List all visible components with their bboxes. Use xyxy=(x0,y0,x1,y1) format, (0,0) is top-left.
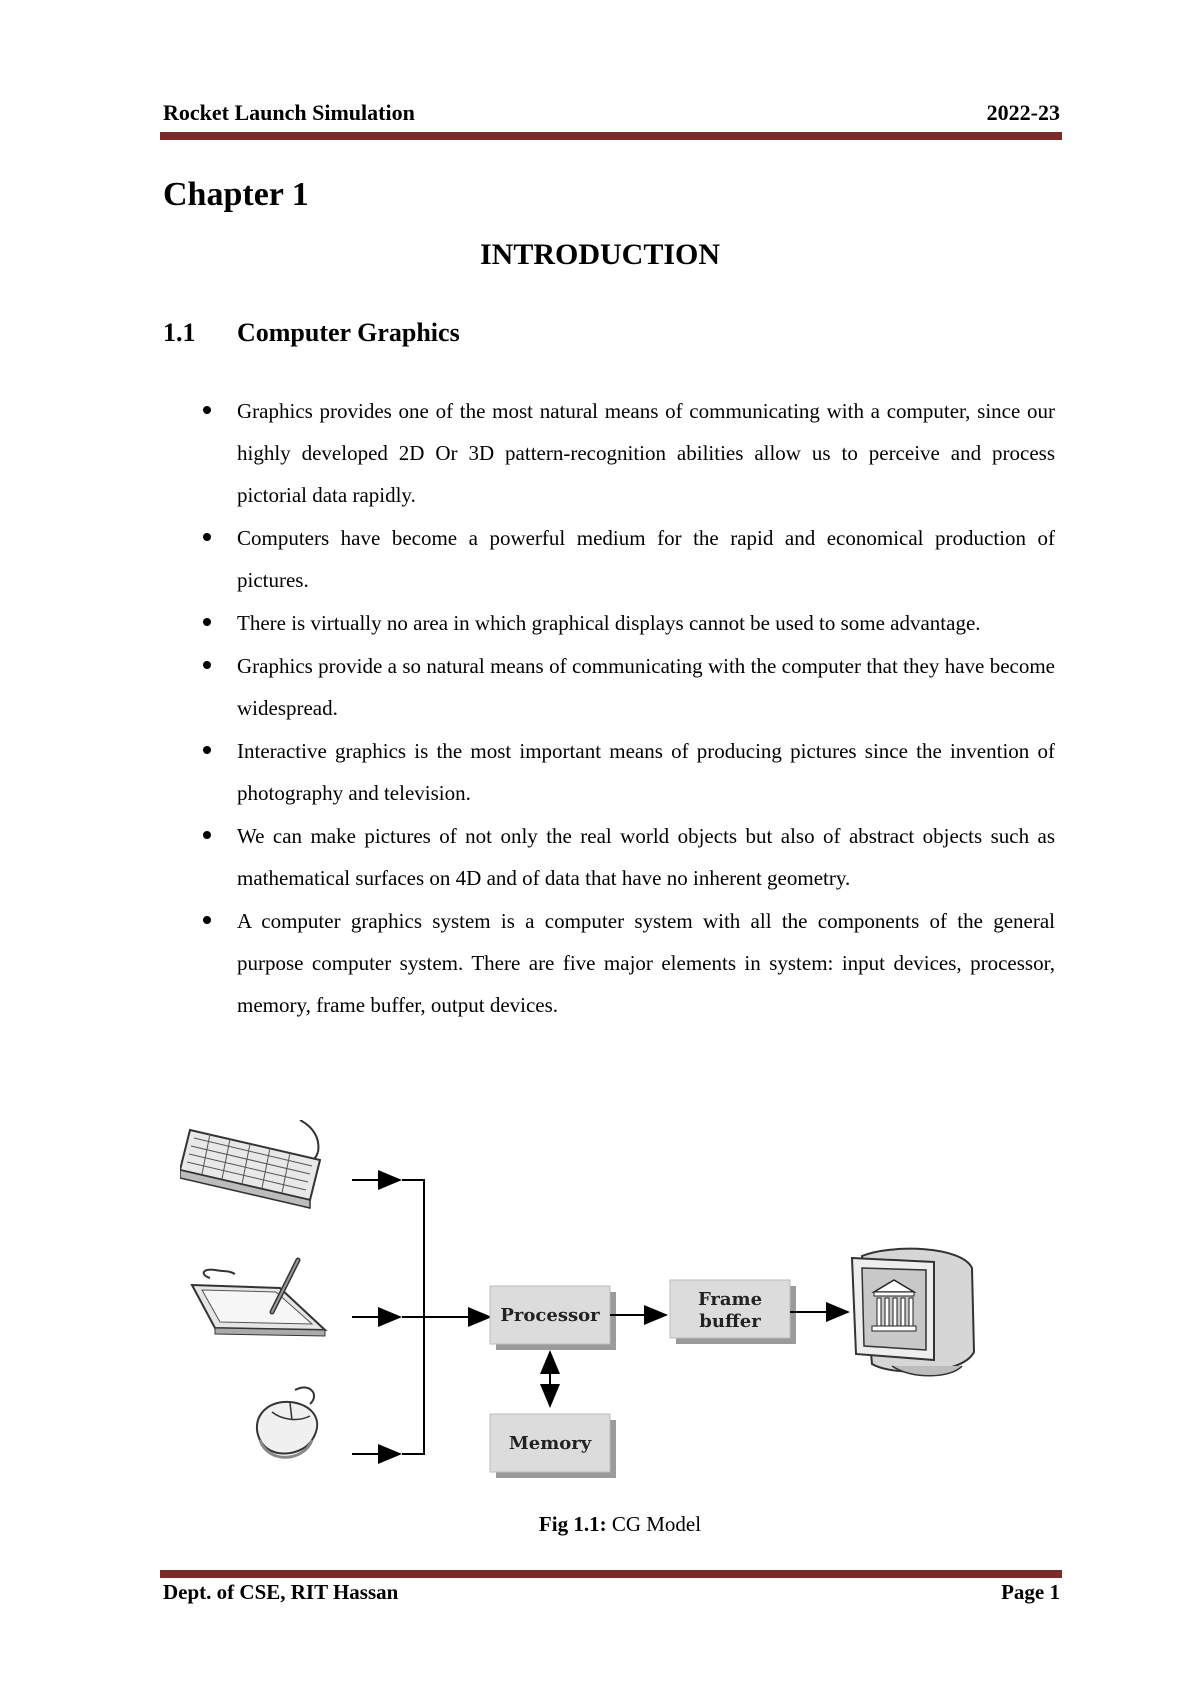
section-heading xyxy=(163,318,460,348)
section-number: 1.1 xyxy=(163,318,196,347)
input-arrows xyxy=(352,1180,490,1454)
header-title: Rocket Launch Simulation xyxy=(163,100,415,125)
bullet-item: There is virtually no area in which graphical displays cannot be used to some advantage. xyxy=(237,602,1055,644)
footer-page-number: Page 1 xyxy=(1001,1580,1060,1604)
processor-label: Processor xyxy=(500,1305,600,1326)
intro-title: INTRODUCTION xyxy=(479,238,721,271)
bullet-list xyxy=(237,390,1055,1027)
frame-buffer-label-line1: Frame xyxy=(697,1289,763,1310)
bullet-item: We can make pictures of not only the real world objects but also of abstract objects such as mathematical surfaces on 4D and of data that have no inherent geometry. xyxy=(237,815,1055,899)
header-rule xyxy=(160,132,1062,140)
caption-text: CG Model xyxy=(606,1512,702,1536)
frame-buffer-label-line2: buffer xyxy=(699,1311,761,1332)
tablet-stylus-icon xyxy=(192,1260,325,1336)
header-year: 2022-23 xyxy=(986,100,1060,125)
memory-label: Memory xyxy=(508,1433,592,1454)
bullet-item: Computers have become a powerful medium for the rapid and economical production of pictures. xyxy=(237,517,1055,601)
bullet-item: Interactive graphics is the most important means of producing pictures since the invention of photography and television. xyxy=(237,730,1055,814)
chapter-heading: Chapter 1 xyxy=(163,176,309,213)
footer-dept: Dept. of CSE, RIT Hassan xyxy=(163,1580,399,1604)
footer-rule xyxy=(160,1570,1062,1578)
bullet-item: Graphics provide a so natural means of communicating with the computer that they have become widespread. xyxy=(237,645,1055,729)
mouse-icon xyxy=(257,1388,317,1458)
memory-box xyxy=(490,1414,616,1478)
section-title: Computer Graphics xyxy=(237,318,460,347)
keyboard-icon xyxy=(180,1120,320,1208)
bullet-item: A computer graphics system is a computer system with all the components of the general purpose computer system. There are five major elements in system: input devices, processor, memory, frame buffer, output devices. xyxy=(237,900,1055,1026)
bullet-item: Graphics provides one of the most natural means of communicating with a computer, since our highly developed 2D Or 3D pattern-recognition abilities allow us to perceive and process pictorial data rapidly. xyxy=(237,390,1055,516)
monitor-icon xyxy=(852,1249,974,1376)
cg-model-figure xyxy=(180,1120,1040,1515)
caption-label: Fig 1.1: xyxy=(538,1512,607,1536)
figure-caption xyxy=(0,1512,1200,1537)
processor-box xyxy=(490,1286,616,1350)
frame-buffer-box xyxy=(670,1280,796,1344)
